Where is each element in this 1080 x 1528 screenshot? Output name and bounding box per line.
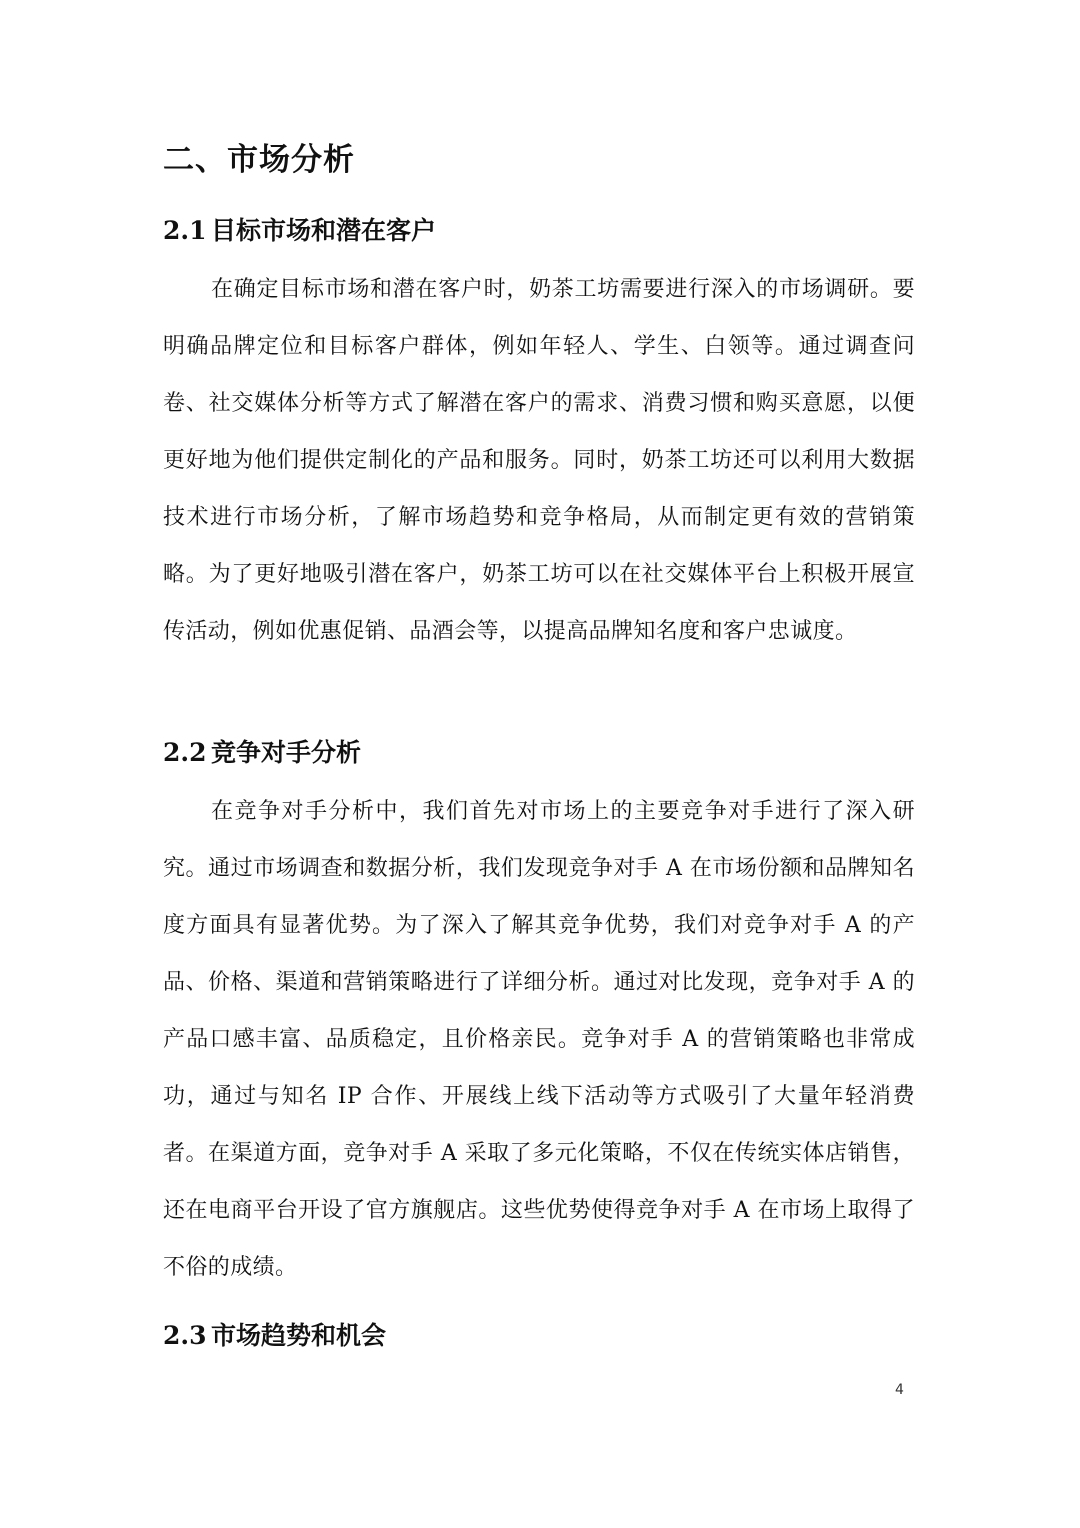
section-heading-2-1 xyxy=(163,211,436,251)
chapter-title: 二、市场分析 xyxy=(163,142,355,178)
section-number: 2.1 xyxy=(163,216,207,245)
section-number: 2.3 xyxy=(163,1321,207,1350)
section-number: 2.2 xyxy=(163,738,207,767)
section-title: 目标市场和潜在客户 xyxy=(211,216,437,245)
page-number: 4 xyxy=(895,1382,904,1398)
section-heading-2-3 xyxy=(163,1316,386,1356)
section-heading-2-2 xyxy=(163,733,361,773)
section-paragraph-2-1: 在确定目标市场和潜在客户时，奶茶工坊需要进行深入的市场调研。要明确品牌定位和目标客户群体，例如年轻人、学生、白领等。通过调查问卷、社交媒体分析等方式了解潜在客户的需求、消费习惯和购买意愿，以便更好地为他们提供定制化的产品和服务。同时，奶茶工坊还可以利用大数据技术进行市场分析，了解市场趋势和竞争格局，从而制定更有效的营销策略。为了更好地吸引潜在客户，奶茶工坊可以在社交媒体平台上积极开展宣传活动，例如优惠促销、品酒会等，以提高品牌知名度和客户忠诚度。 xyxy=(163,277,915,644)
section-title: 竞争对手分析 xyxy=(211,738,362,767)
section-title: 市场趋势和机会 xyxy=(211,1321,387,1350)
section-paragraph-2-2: 在竞争对手分析中，我们首先对市场上的主要竞争对手进行了深入研究。通过市场调查和数据分析，我们发现竞争对手 A 在市场份额和品牌知名度方面具有显著优势。为了深入了解其竞争优势，我们对竞争对手 A 的产品、价格、渠道和营销策略进行了详细分析。通过对比发现，竞争对手 A 的产品口感丰富、品质稳定，且价格亲民。竞争对手 A 的营销策略也非常成功，通过与知名 IP 合作、开展线上线下活动等方式吸引了大量年轻消费者。在渠道方面，竞争对手 A 采取了多元化策略，不仅在传统实体店销售，还在电商平台开设了官方旗舰店。这些优势使得竞争对手 A 在市场上取得了不俗的成绩。 xyxy=(163,799,915,1280)
